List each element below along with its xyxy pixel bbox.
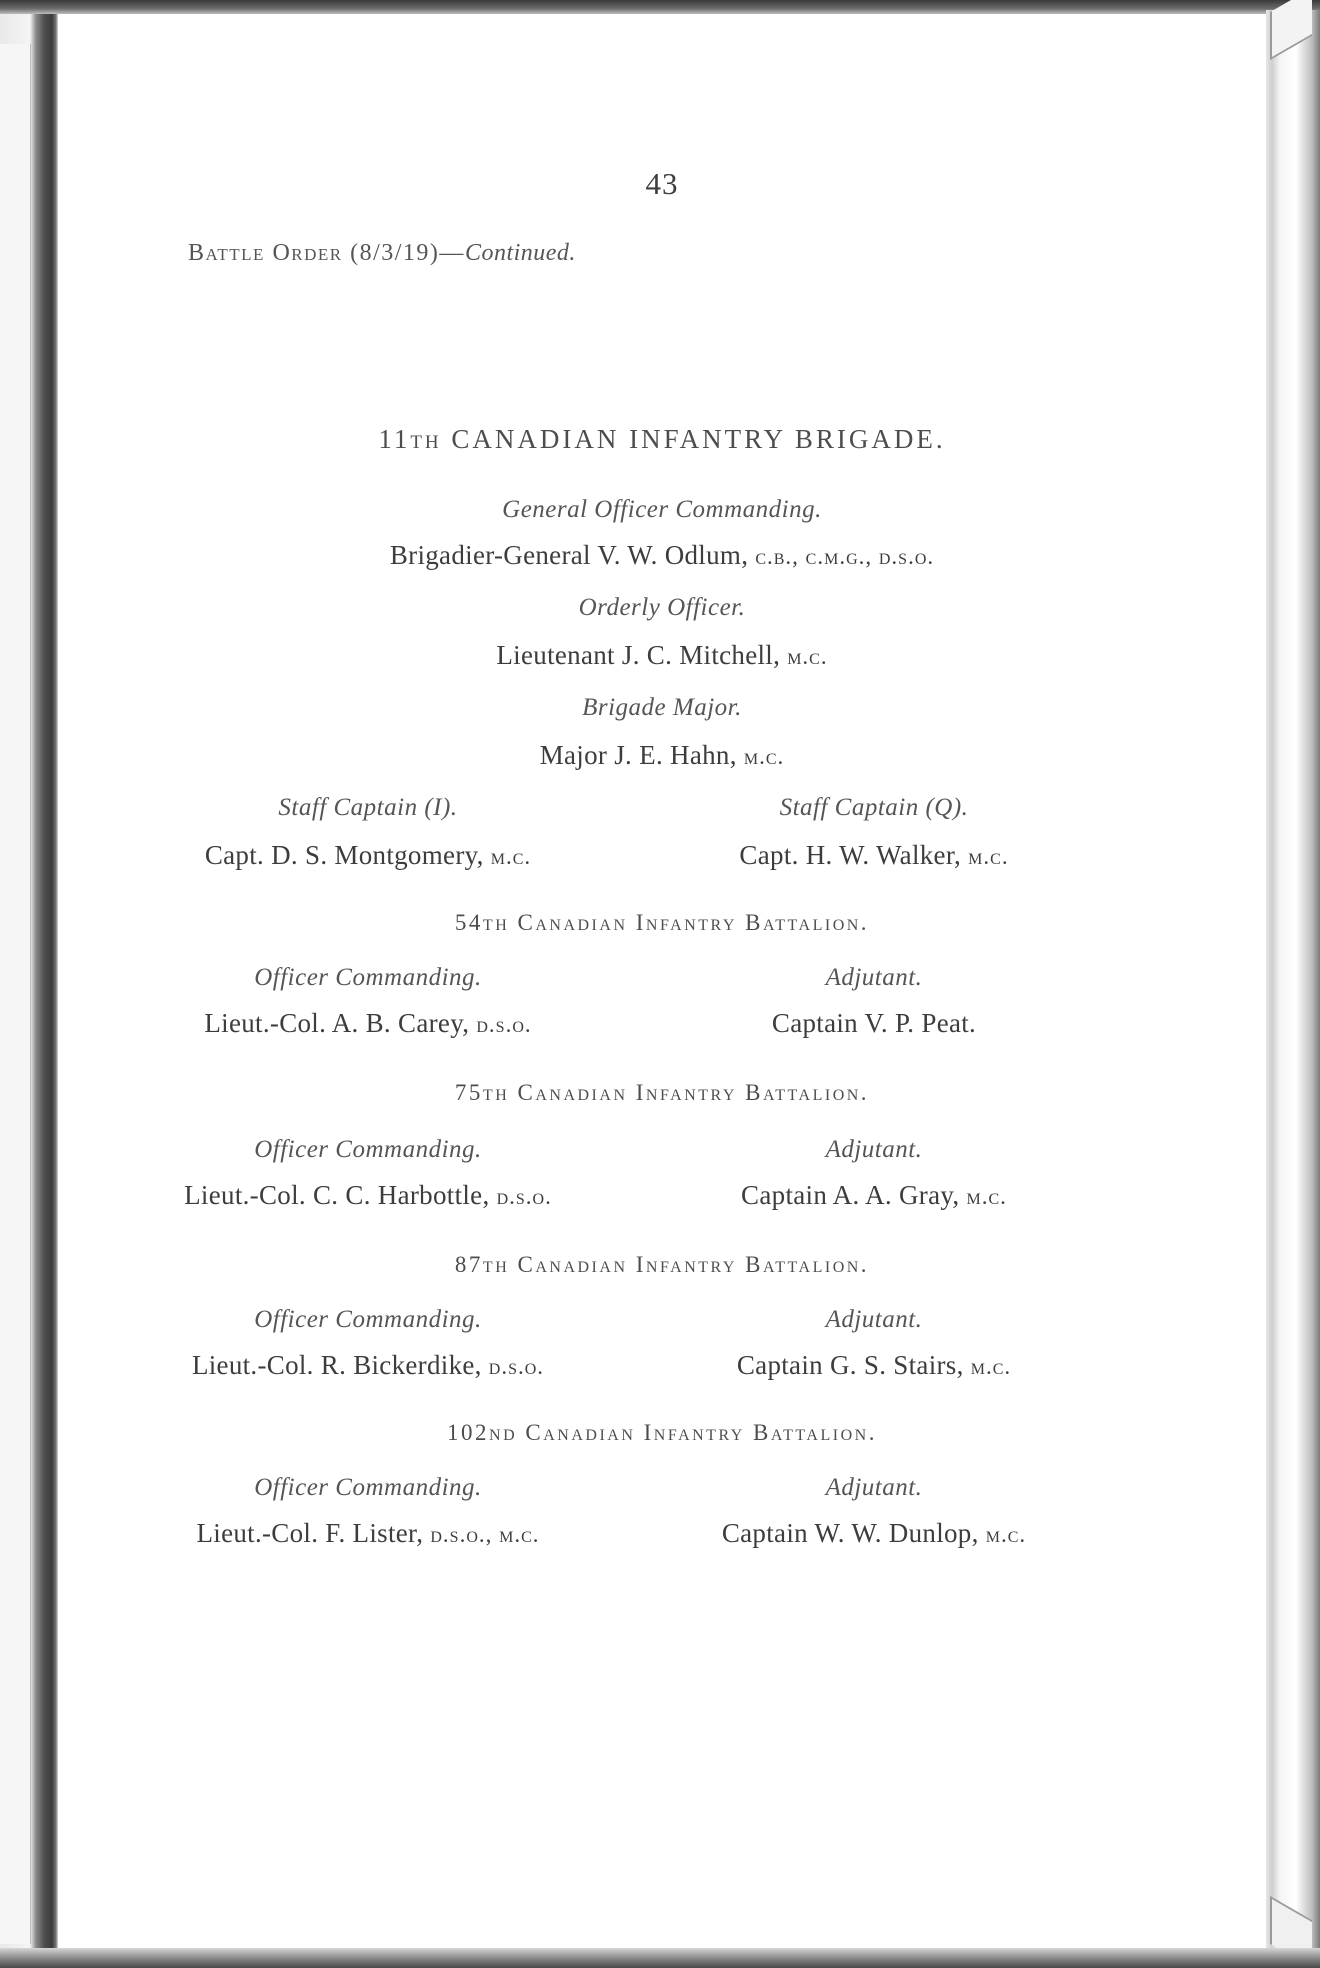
staff-captain-q-role: Staff Captain (Q). (779, 794, 969, 821)
orderly-officer-entry (58, 640, 1266, 671)
adjutant-honours: m.c. (985, 1522, 1027, 1547)
adjutant-name: Captain A. A. Gray, (741, 1180, 960, 1210)
adjutant-honours: m.c. (966, 1184, 1007, 1209)
battalion-title: 54th Canadian Infantry Battalion. (454, 910, 870, 935)
staff-captain-q-entry (614, 840, 1134, 871)
page-number: 43 (645, 166, 679, 201)
adjutant-name: Captain G. S. Stairs, (736, 1350, 964, 1380)
running-head (188, 240, 576, 267)
adjutant-role: Adjutant. (825, 1474, 923, 1501)
running-head-continued: Continued. (464, 240, 576, 266)
battalion-title: 75th Canadian Infantry Battalion. (454, 1080, 870, 1105)
orderly-officer-honours: m.c. (787, 644, 828, 669)
adjutant-entry (614, 1518, 1134, 1549)
staff-captain-q-name: Capt. H. W. Walker, (739, 840, 962, 870)
adjutant-entry (614, 1180, 1134, 1211)
officer-commanding-role: Officer Commanding. (254, 964, 482, 991)
officer-commanding-entry (118, 1008, 618, 1039)
staff-captain-q-honours: m.c. (968, 844, 1009, 869)
adjutant-role: Adjutant. (825, 1306, 923, 1333)
officer-commanding-honours: d.s.o. (496, 1184, 552, 1209)
goc-entry (58, 540, 1266, 571)
adjutant-entry (614, 1008, 1134, 1039)
brigade-major-honours: m.c. (743, 744, 785, 769)
staff-captain-i-honours: m.c. (490, 844, 532, 869)
officer-commanding-name: Lieut.-Col. F. Lister, (196, 1518, 424, 1548)
officer-commanding-entry (118, 1180, 618, 1211)
book-page (58, 14, 1266, 1948)
orderly-officer-name: Lieutenant J. C. Mitchell, (496, 640, 781, 670)
brigade-title: 11th CANADIAN INFANTRY BRIGADE. (378, 424, 946, 454)
orderly-officer-role: Orderly Officer. (578, 594, 746, 621)
goc-role: General Officer Commanding. (502, 496, 822, 523)
staff-captain-i-name: Capt. D. S. Montgomery, (204, 840, 484, 870)
adjutant-name: Captain V. P. Peat. (771, 1008, 977, 1038)
brigade-major-entry (58, 740, 1266, 771)
scan-top-edge (0, 0, 1320, 14)
officer-commanding-role: Officer Commanding. (254, 1474, 482, 1501)
adjutant-role: Adjutant. (825, 964, 923, 991)
officer-commanding-honours: d.s.o. (488, 1354, 545, 1379)
officer-commanding-honours: d.s.o., m.c. (430, 1522, 540, 1547)
battalion-title: 102nd Canadian Infantry Battalion. (447, 1420, 877, 1445)
scan-bottom-edge (0, 1948, 1320, 1968)
officer-commanding-name: Lieut.-Col. C. C. Harbottle, (184, 1180, 490, 1210)
facing-page-edge (0, 44, 31, 1944)
staff-captain-i-entry (118, 840, 618, 871)
officer-commanding-role: Officer Commanding. (254, 1136, 482, 1163)
adjutant-entry (614, 1350, 1134, 1381)
officer-commanding-name: Lieut.-Col. A. B. Carey, (204, 1008, 470, 1038)
adjutant-name: Captain W. W. Dunlop, (721, 1518, 979, 1548)
brigade-major-name: Major J. E. Hahn, (539, 740, 737, 770)
brigade-major-role: Brigade Major. (582, 694, 742, 721)
battalion-title: 87th Canadian Infantry Battalion. (454, 1252, 870, 1277)
book-cover-edge (1266, 10, 1320, 1955)
staff-captain-i-role: Staff Captain (I). (278, 794, 458, 821)
book-spine (0, 14, 58, 1954)
adjutant-role: Adjutant. (825, 1136, 923, 1163)
running-head-text: Battle Order (8/3/19)— (188, 240, 465, 266)
officer-commanding-entry (118, 1518, 618, 1549)
goc-honours: c.b., c.m.g., d.s.o. (755, 544, 935, 569)
officer-commanding-honours: d.s.o. (476, 1012, 532, 1037)
adjutant-honours: m.c. (970, 1354, 1012, 1379)
officer-commanding-role: Officer Commanding. (254, 1306, 482, 1333)
goc-name: Brigadier-General V. W. Odlum, (389, 540, 749, 570)
officer-commanding-entry (118, 1350, 618, 1381)
officer-commanding-name: Lieut.-Col. R. Bickerdike, (191, 1350, 482, 1380)
